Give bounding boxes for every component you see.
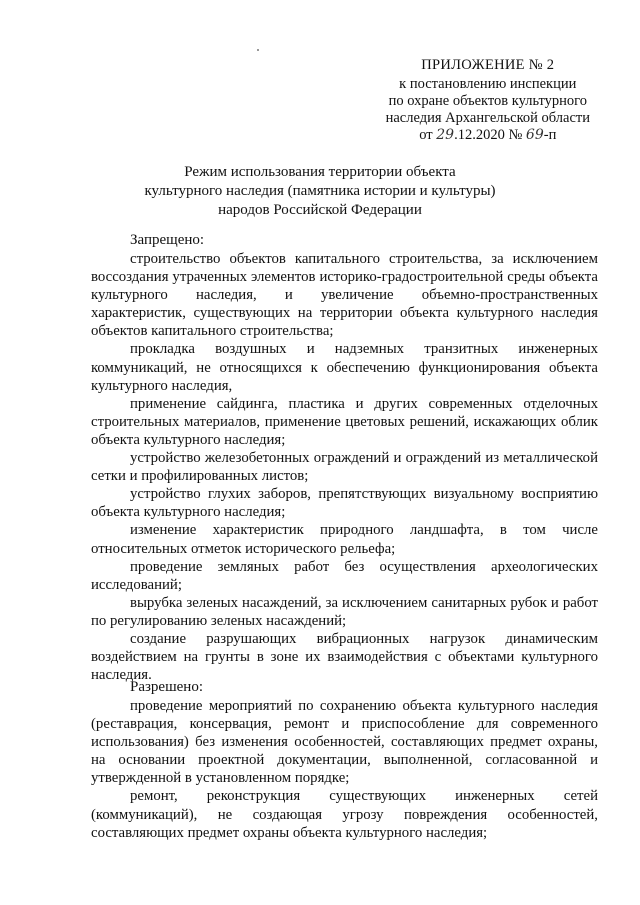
forbidden-item: применение сайдинга, пластика и других современных отделочных строительных материалов, применение цветовых решений, искажающих облик объекта культурного наследия; [91,395,598,448]
document-title [0,163,640,220]
annex-line-2: по охране объектов культурного [388,93,588,109]
allowed-item: проведение мероприятий по сохранению объекта культурного наследия (реставрация, консервация, ремонт и приспособление для современного использования) без изменения особенностей, составляющих предмет охраны, на основании проектной документации, выполненной, согласованной и утвержденной в установленном порядке; [91,698,598,787]
forbidden-item: создание разрушающих вибрационных нагрузок динамическим воздействием на грунты в зоне их взаимодействия с объектами культурного наследия. [91,630,598,684]
annex-line-3: наследия Архангельской области [385,110,590,126]
scan-speck [257,49,259,51]
handwritten-number: 69 [525,127,544,143]
forbidden-item: вырубка зеленых насаждений, за исключением санитарных рубок и работ по регулированию зеленых насаждений; [91,594,598,629]
forbidden-item: прокладка воздушных и надземных транзитных инженерных коммуникаций, не относящихся к обеспечению функционирования объекта культурного наследия, [91,341,598,394]
annex-header [386,57,590,144]
forbidden-list [91,250,598,684]
title-line-2: культурного наследия (памятника истории и культуры) [144,183,496,199]
title-line-1: Режим использования территории объекта [184,164,456,180]
handwritten-day: 29 [436,127,455,143]
forbidden-item: проведение земляных работ без осуществления археологических исследований; [91,558,598,593]
annex-date-line [386,127,590,144]
forbidden-label: Запрещено: [130,232,205,248]
allowed-list [91,697,598,842]
allowed-label: Разрешено: [130,679,203,695]
forbidden-item: устройство железобетонных ограждений и ограждений из металлической сетки и профилированных листов; [91,450,598,485]
annex-title: ПРИЛОЖЕНИЕ № 2 [421,57,555,73]
forbidden-item: изменение характеристик природного ландшафта, в том числе относительных отметок исторического рельефа; [91,522,598,557]
allowed-item: ремонт, реконструкция существующих инженерных сетей (коммуникаций), не создающая угрозу повреждения особенностей, составляющих предмет охраны объекта культурного наследия; [91,788,598,841]
date-rest: .12.2020 № [454,127,523,143]
title-line-3: народов Российской Федерации [218,202,422,218]
forbidden-item: строительство объектов капитального строительства, за исключением воссоздания утраченных элементов историко-градостроительной среды объекта культурного наследия, и увеличение объемно-пространственных характеристик, существующих на территории объекта культурного наследия объектов капитального строительства; [91,251,598,340]
number-suffix: -п [543,127,557,143]
forbidden-item: устройство глухих заборов, препятствующих визуальному восприятию объекта культурного наследия; [91,486,598,521]
annex-line-1: к постановлению инспекции [399,76,577,92]
date-prefix: от [419,127,433,143]
